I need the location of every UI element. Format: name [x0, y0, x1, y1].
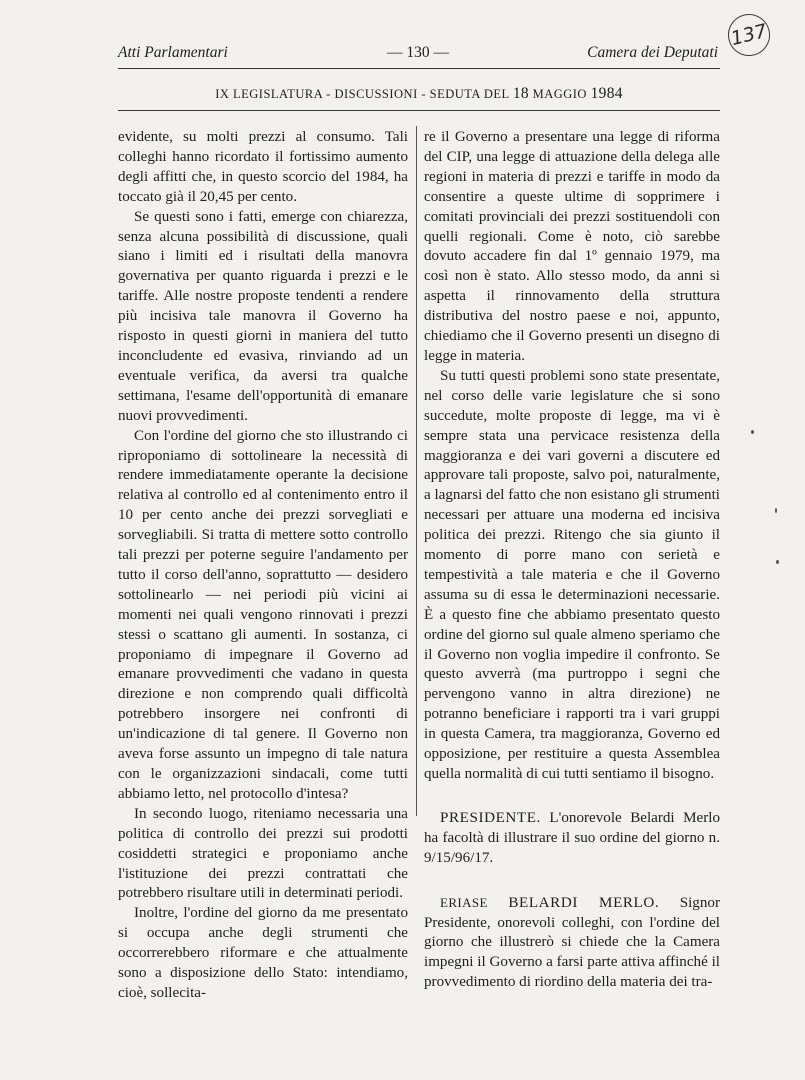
speaker-first-name: ERIASE: [440, 894, 488, 910]
subheader-day: 18: [512, 85, 529, 102]
header-right: Camera dei Deputati: [587, 44, 718, 61]
paragraph: Se questi sono i fatti, emerge con chiarezza, senza alcuna possibilità di discussione, quali siano i limiti ed i risultati della manovra governativa per quanto riguarda i prezzi e le tariffe. Alle nostre proposte tendenti a rendere più incisiva tale manovra il Governo ha risposto in questi giorni in maniera del tutto inconcludente ed evasiva, rinviando ad un eventuale verifica, da aversi tra qualche settimana, l'esame dell'opportunità di emanare nuovi provvedimenti.: [118, 208, 408, 424]
speech-text: L'onorevole Belardi Merlo ha facoltà di illustrare il suo ordine del giorno n. 9/15/96/17.: [424, 809, 720, 866]
scan-speck: [751, 430, 754, 434]
paragraph: Inoltre, l'ordine del giorno da me presentato si occupa anche degli strumenti che occorrerebbero riformare e che attualmente sono a disposizione dello Stato: intendiamo, cioè, sollecita-: [118, 905, 408, 1001]
paragraph: In secondo luogo, riteniamo necessaria una politica di controllo dei prezzi sui prodotti cosiddetti strategici e proponiamo anche l'istituzione dei prezzi contrattati che potrebbero risultare utili in determinati periodi.: [118, 805, 408, 902]
subheader-month: MAGGIO: [532, 87, 587, 101]
paragraph: Con l'ordine del giorno che sto illustrando ci riproponiamo di sottolineare la necessità di rendere immediatamente operante la decisione relativa al controllo ed al contenimento entro il 10 per cento anche dei prezzi sorvegliati e sorvegliabili. Si tratta di mettere sotto controllo tali prezzi per poterne seguire l'andamento per tutto il corso dell'anno, soprattutto — desidero sottolinearlo — nei periodi più vicini ai momenti nei quali vengono rinnovati i prezzi stessi o scattano gli aumenti. In sostanza, ci proponiamo di impegnare il Governo ad emanare provvedimenti che vadano in questa direzione e non comprendo quali difficoltà potrebbero insorgere nei confronti di un'indicazione di tal genere. Il Governo non aveva forse assunto un impegno di tale natura con le organizzazioni sindacali, come tutti abbiamo letto, nel protocollo d'intesa?: [118, 427, 408, 802]
column-divider: [416, 126, 417, 816]
paragraph: Su tutti questi problemi sono state presentate, nel corso delle varie legislature che si sono succedute, molte proposte di legge, ma vi è sempre stata una pervicace resistenza della maggioranza e dei vari governi a discutere ed approvare tali proposte, salvo poi, naturalmente, a lagnarsi del fatto che non esistano gli strumenti necessari per attuare una moderna ed incisiva politica dei prezzi. Ritengo che sia giunto il momento di porre mano con serietà e tempestività a tale materia e che il Governo assuma su di essa le determinazioni necessarie. È a questo fine che abbiamo presentato questo ordine del giorno sul quale almeno speriamo che il Governo non voglia impedire il confronto. Se questo avverrà (ma purtroppo i segni che pervengono vanno in altra direzione) ne potranno beneficiare i rapporti tra i vari gruppi in questa Camera, tra maggioranza, Governo ed opposizione, per restituire a questa Assemblea quella normalità di cui tutti sentiamo il bisogno.: [424, 367, 720, 782]
header-rule-top: [118, 68, 720, 69]
speaker-name: PRESIDENTE.: [440, 809, 541, 826]
session-subheader: [118, 85, 720, 103]
page-stamp: 137: [724, 10, 775, 61]
scan-speck: [775, 508, 777, 513]
paragraph: re il Governo a presentare una legge di riforma del CIP, una legge di attuazione della delega alle regioni in materia di prezzi e tariffe in modo da consentire a queste ultime di sopprimere i comitati provinciali dei prezzi sostituendoli con quelli regionali. Come è noto, ciò sarebbe dovuto accadere fin dal 1º gennaio 1979, ma così non è stato. Allo stesso modo, da anni si aspetta il rinnovamento della struttura distributiva del nostro paese e noi, appunto, chiediamo che il Governo presenti un disegno di legge in materia.: [424, 129, 720, 364]
header-left: Atti Parlamentari: [118, 44, 228, 61]
running-header: [118, 44, 718, 66]
paragraph: evidente, su molti prezzi al consumo. Tali colleghi hanno ricordato il fortissimo aumento degli affitti che, in questo scorcio del 1984, ha toccato già il 20,45 per cento.: [118, 129, 408, 205]
president-intervention: [424, 809, 720, 869]
speaker-name: BELARDI MERLO.: [508, 894, 660, 911]
scan-speck: [776, 560, 779, 564]
subheader-prefix: IX LEGISLATURA - DISCUSSIONI - SEDUTA DEL: [215, 87, 510, 101]
right-column: [424, 128, 720, 993]
page-number: — 130 —: [387, 44, 449, 61]
belardi-intervention: [424, 893, 720, 994]
left-column: [118, 128, 408, 1004]
subheader-year: 1984: [590, 85, 623, 102]
header-rule-bottom: [118, 110, 720, 111]
speech-text: Signor Presidente, onorevoli colleghi, con l'ordine del giorno che illustrerò si chiede che la Camera impegni il Governo a farsi parte attiva affinché il provvedimento di riordino della materia dei tra-: [424, 894, 720, 991]
